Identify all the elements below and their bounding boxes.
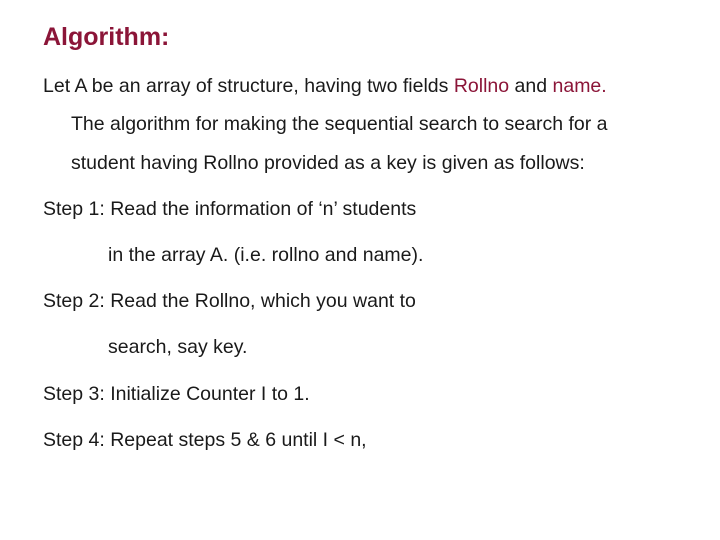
step-3: Step 3: Initialize Counter I to 1.	[43, 383, 310, 405]
intro-line-3: student having Rollno provided as a key is given as follows:	[71, 152, 585, 174]
step-2-line-1: Step 2: Read the Rollno, which you want to	[43, 290, 416, 312]
step-2-line-2: search, say key.	[108, 336, 248, 358]
field-name: name.	[552, 75, 607, 97]
intro-line-2: The algorithm for making the sequential search to search for a	[71, 113, 608, 135]
intro-line-1	[43, 73, 607, 99]
step-1-line-2: in the array A. (i.e. rollno and name).	[108, 244, 424, 266]
step-4: Step 4: Repeat steps 5 & 6 until I < n,	[43, 429, 367, 451]
intro-prefix: Let A be an array of structure, having two fields	[43, 75, 454, 97]
step-1-line-1: Step 1: Read the information of ‘n’ students	[43, 198, 417, 220]
intro-middle: and	[509, 75, 553, 97]
slide-title: Algorithm:	[43, 23, 170, 51]
field-rollno: Rollno	[453, 75, 510, 97]
